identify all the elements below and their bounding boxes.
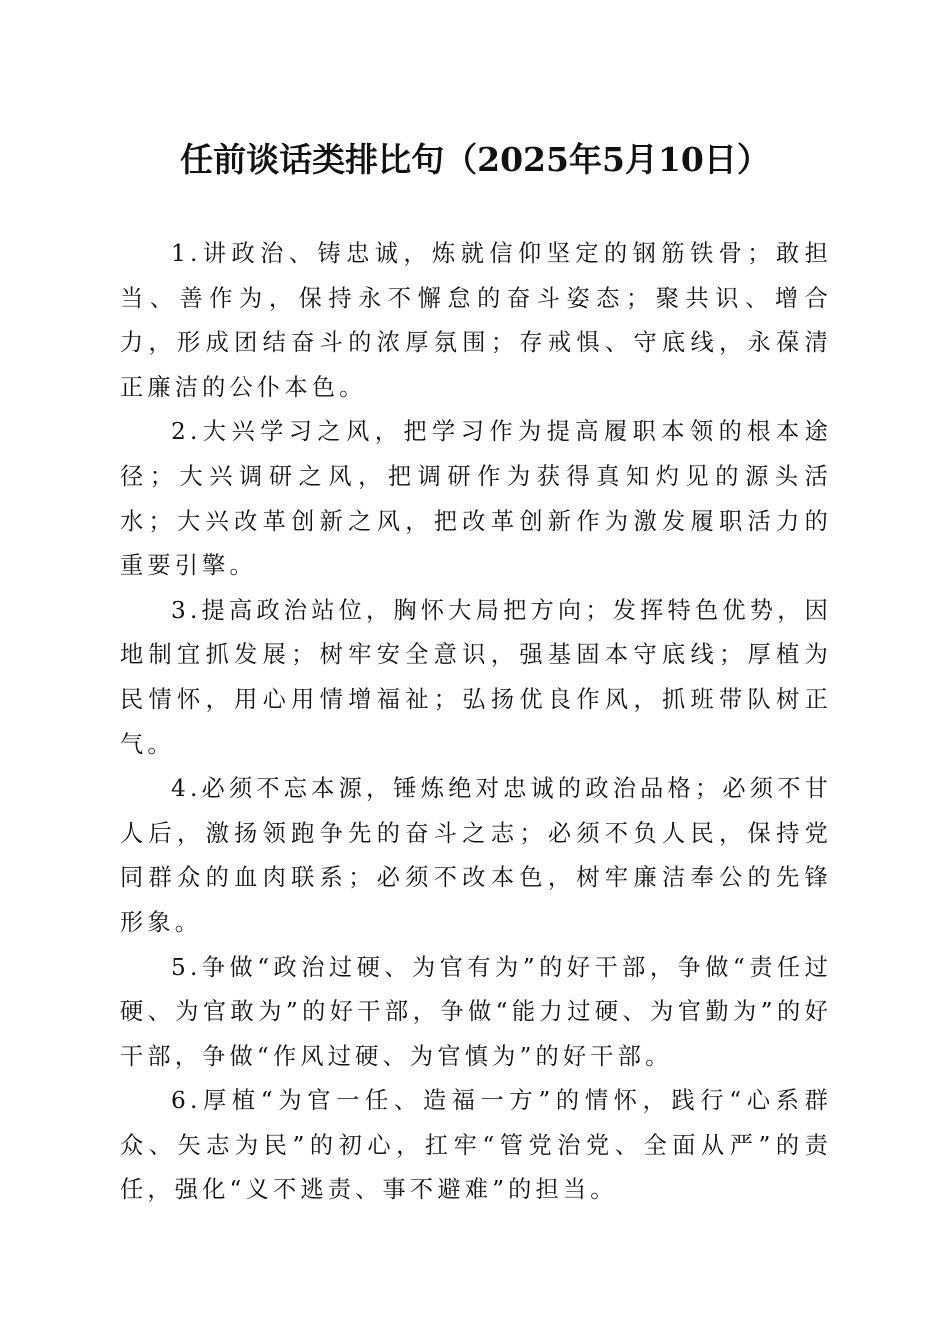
page-title: 任前谈话类排比句（2025年5月10日）: [180, 140, 770, 179]
paragraph-6: 6.厚植“为官一任、造福一方”的情怀，践行“心系群众、矢志为民”的初心，扛牢“管党治党、全面从严”的责任，强化“义不逃责、事不避难”的担当。: [120, 1087, 832, 1204]
paragraph-3: 3.提高政治站位，胸怀大局把方向；发挥特色优势，因地制宜抓发展；树牢安全意识，强基固本守底线；厚植为民情怀，用心用情增福祉；弘扬优良作风，抓班带队树正气。: [120, 596, 832, 758]
paragraph-1: 1.讲政治、铸忠诚，炼就信仰坚定的钢筋铁骨；敢担当、善作为，保持永不懈怠的奋斗姿态；聚共识、增合力，形成团结奋斗的浓厚氛围；存戒惧、守底线，永葆清正廉洁的公仆本色。: [120, 240, 832, 401]
paragraph-5: 5.争做“政治过硬、为官有为”的好干部，争做“责任过硬、为官敢为”的好干部，争做“能力过硬、为官勤为”的好干部，争做“作风过硬、为官慎为”的好干部。: [120, 953, 832, 1070]
document-body: [120, 232, 832, 1213]
paragraph-2: 2.大兴学习之风，把学习作为提高履职本领的根本途径；大兴调研之风，把调研作为获得真知灼见的源头活水；大兴改革创新之风，把改革创新作为激发履职活力的重要引擎。: [120, 418, 832, 580]
paragraph-4: 4.必须不忘本源，锤炼绝对忠诚的政治品格；必须不甘人后，激扬领跑争先的奋斗之志；必须不负人民，保持党同群众的血肉联系；必须不改本色，树牢廉洁奉公的先锋形象。: [120, 775, 832, 936]
